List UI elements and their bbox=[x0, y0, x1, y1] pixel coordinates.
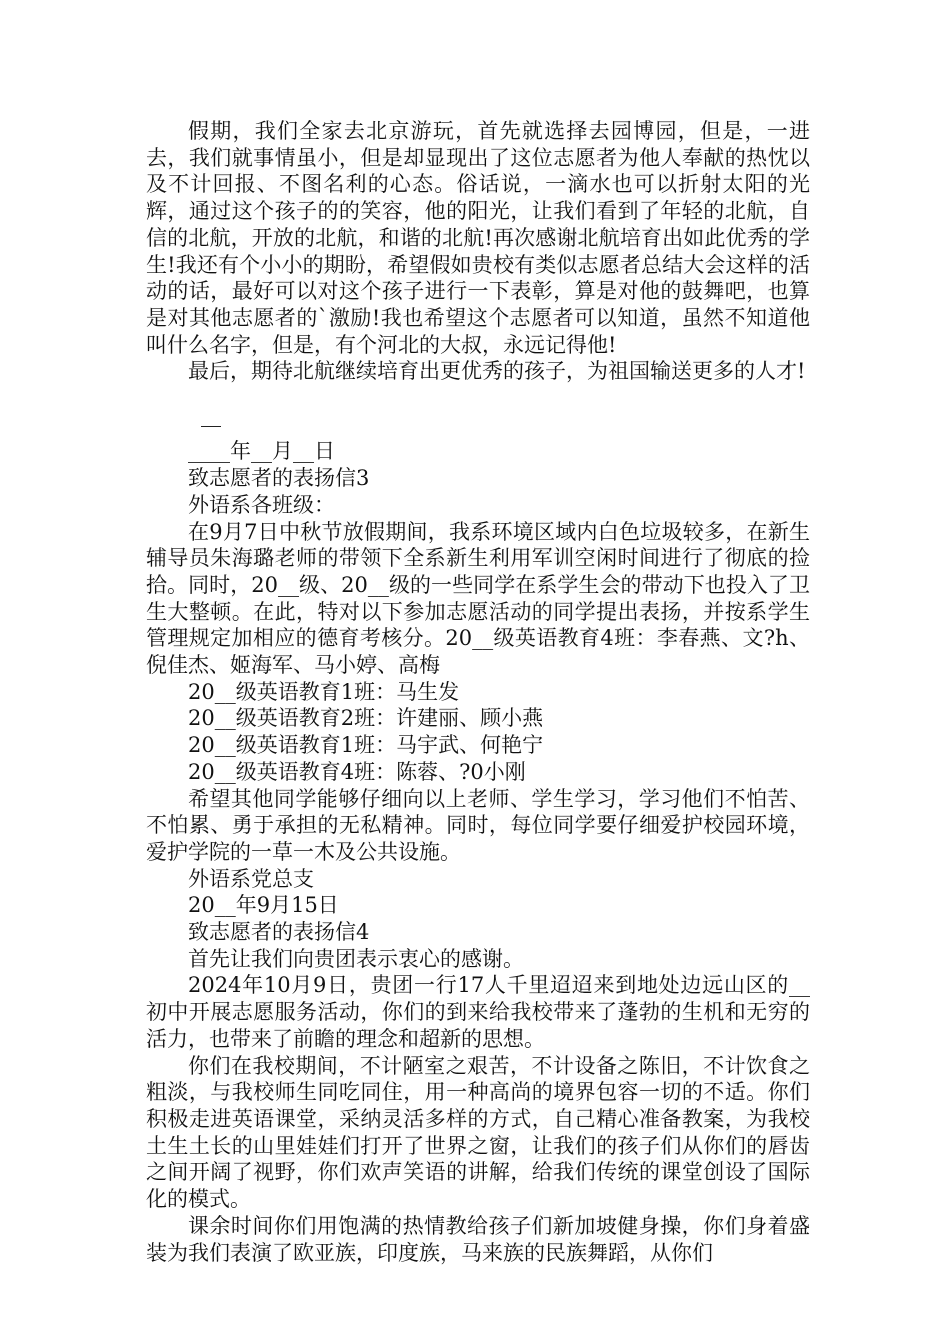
salutation: 外语系各班级： bbox=[188, 492, 335, 517]
paragraph: 在9月7日中秋节放假期间，我系环境区域内白色垃圾较多，在新生辅导员朱海璐老师的带领下全系新生利用军训空闲时间进行了彻底的捡拾。同时，20__级、20__级的一些同学在系学生会的带动下也投入了卫生大整顿。在此，特对以下参加志愿活动的同学提出表扬，并按系学生管理规定加相应的德育考核分。20__级英语教育4班：李春燕、文?h、倪佳杰、姬海军、马小婷、高梅 bbox=[146, 519, 810, 678]
date-line: ____年__月__日 bbox=[188, 439, 335, 464]
paragraph: 希望其他同学能够仔细向以上老师、学生学习，学习他们不怕苦、不怕累、勇于承担的无私精神。同时，每位同学要仔细爱护校园环境，爱护学院的一草一木及公共设施。 bbox=[146, 786, 810, 864]
paragraph: 首先让我们向贵团表示衷心的感谢。 bbox=[188, 946, 524, 971]
paragraph: 课余时间你们用饱满的热情教给孩子们新加坡健身操，你们身着盛装为我们表演了欧亚族，印度族，马来族的民族舞蹈，从你们 bbox=[146, 1213, 810, 1265]
class-list-item: 20__级英语教育2班：许建丽、顾小燕 bbox=[188, 706, 544, 731]
section-title: 致志愿者的表扬信3 bbox=[188, 466, 370, 491]
section-title: 致志愿者的表扬信4 bbox=[188, 920, 370, 945]
paragraph: 最后，期待北航继续培育出更优秀的孩子，为祖国输送更多的人才! bbox=[188, 359, 806, 384]
paragraph: 你们在我校期间，不计陋室之艰苦，不计设备之陈旧，不计饮食之粗淡，与我校师生同吃同住，用一种高尚的境界包容一切的不适。你们积极走进英语课堂，采纳灵活多样的方式，自己精心准备教案，为我校土生土长的山里娃娃们打开了世界之窗，让我们的孩子们从你们的唇齿之间开阔了视野，你们欢声笑语的讲解，给我们传统的课堂创设了国际化的模式。 bbox=[146, 1053, 810, 1212]
class-list-item: 20__级英语教育4班：陈蓉、?0小刚 bbox=[188, 759, 526, 784]
date-line: 20__年9月15日 bbox=[188, 893, 339, 918]
paragraph: 假期，我们全家去北京游玩，首先就选择去园博园，但是，一进去，我们就事情虽小，但是却显现出了这位志愿者为他人奉献的热忱以及不计回报、不图名利的心态。俗话说，一滴水也可以折射太阳的光辉，通过这个孩子的的笑容，他的阳光，让我们看到了年轻的北航，自信的北航，开放的北航，和谐的北航!再次感谢北航培育出如此优秀的学生!我还有个小小的期盼，希望假如贵校有类似志愿者总结大会这样的活动的话，最好可以对这个孩子进行一下表彰，算是对他的鼓舞吧，也算是对其他志愿者的`激励!我也希望这个志愿者可以知道，虽然不知道他叫什么名字，但是，有个河北的大叔，永远记得他! bbox=[146, 119, 810, 357]
document-body bbox=[146, 118, 810, 1266]
blank-line bbox=[146, 385, 810, 412]
class-list-item: 20__级英语教育1班：马宇武、何艳宁 bbox=[188, 733, 544, 758]
class-list-item: 20__级英语教育1班：马生发 bbox=[188, 679, 460, 704]
paragraph: 2024年10月9日，贵团一行17人千里迢迢来到地处边远山区的__初中开展志愿服务活动，你们的到来给我校带来了蓬勃的生机和无穷的活力，也带来了前瞻的理念和超新的思想。 bbox=[146, 973, 810, 1051]
short-rule bbox=[146, 412, 810, 439]
signature: 外语系党总支 bbox=[188, 866, 314, 891]
